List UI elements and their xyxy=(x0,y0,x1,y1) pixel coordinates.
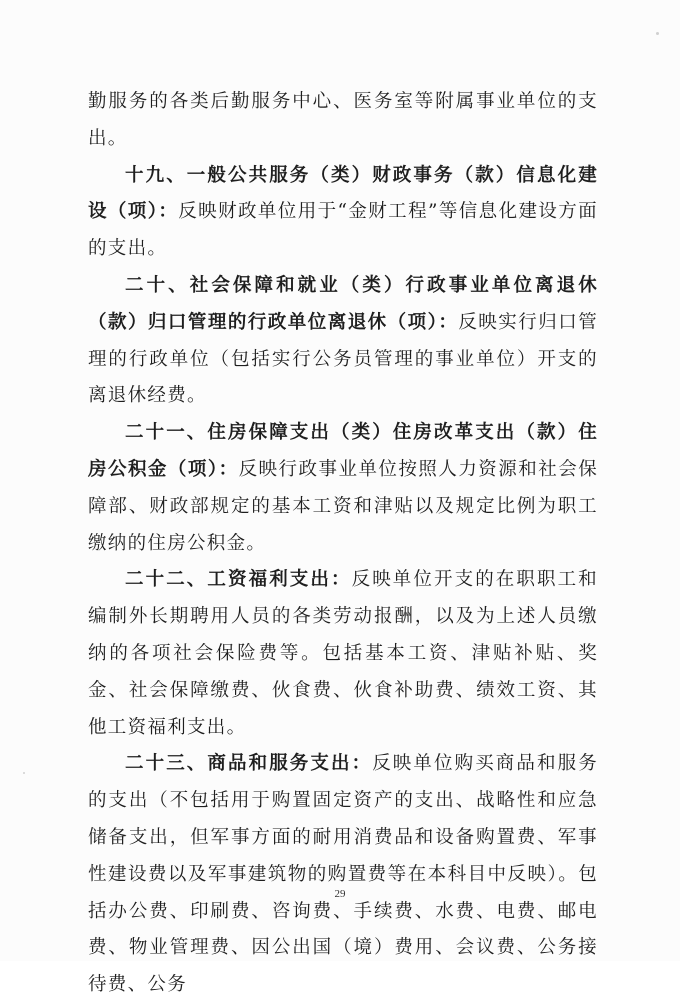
paragraph-body: 勤服务的各类后勤服务中心、医务室等附属事业单位的支出。 xyxy=(88,91,598,149)
paragraph-heading: 十九、一般公共服务（类）财政事务（款）信息化建设（项）： xyxy=(88,164,598,223)
document-body xyxy=(88,84,598,1004)
paragraph-continuation xyxy=(88,84,598,158)
paragraph-item-19 xyxy=(88,158,598,268)
paragraph-heading: 二十三、商品和服务支出： xyxy=(125,753,373,775)
paragraph-body: 反映行政事业单位按照人力资源和社会保障部、财政部规定的基本工资和津贴以及规定比例为职工缴纳的住房公积金。 xyxy=(88,458,598,554)
paragraph-item-21 xyxy=(88,415,598,562)
paragraph-item-20 xyxy=(88,268,598,415)
scan-speck xyxy=(23,772,25,774)
paragraph-body: 反映单位开支的在职职工和编制外长期聘用人员的各类劳动报酬，以及为上述人员缴纳的各项社会保险费等。包括基本工资、津贴补贴、奖金、社会保障缴费、伙食费、伙食补助费、绩效工资、其他工资福利支出。 xyxy=(88,569,598,738)
paragraph-body: 反映实行归口管理的行政单位（包括实行公务员管理的事业单位）开支的离退休经费。 xyxy=(88,311,598,407)
paragraph-heading: 二十、社会保障和就业（类）行政事业单位离退休（款）归口管理的行政单位离退休（项）： xyxy=(88,274,598,333)
paragraph-body: 反映财政单位用于“金财工程”等信息化建设方面的支出。 xyxy=(88,201,598,260)
paragraph-heading: 二十一、住房保障支出（类）住房改革支出（款）住房公积金（项）： xyxy=(88,422,598,480)
paragraph-body: 反映单位购买商品和服务的支出（不包括用于购置固定资产的支出、战略性和应急储备支出，但军事方面的耐用消费品和设备购置费、军事性建设费以及军事建筑物的购置费等在本科目中反映）。包括办公费、印刷费、咨询费、手续费、水费、电费、邮电费、物业管理费、因公出国（境）费用、会议费、公务接待费、公务 xyxy=(88,753,598,996)
paragraph-item-22 xyxy=(88,562,598,746)
paragraph-item-23 xyxy=(88,746,598,1004)
page-number: 29 xyxy=(334,888,346,900)
scan-speck xyxy=(656,32,659,35)
paragraph-heading: 二十二、工资福利支出： xyxy=(125,569,352,591)
